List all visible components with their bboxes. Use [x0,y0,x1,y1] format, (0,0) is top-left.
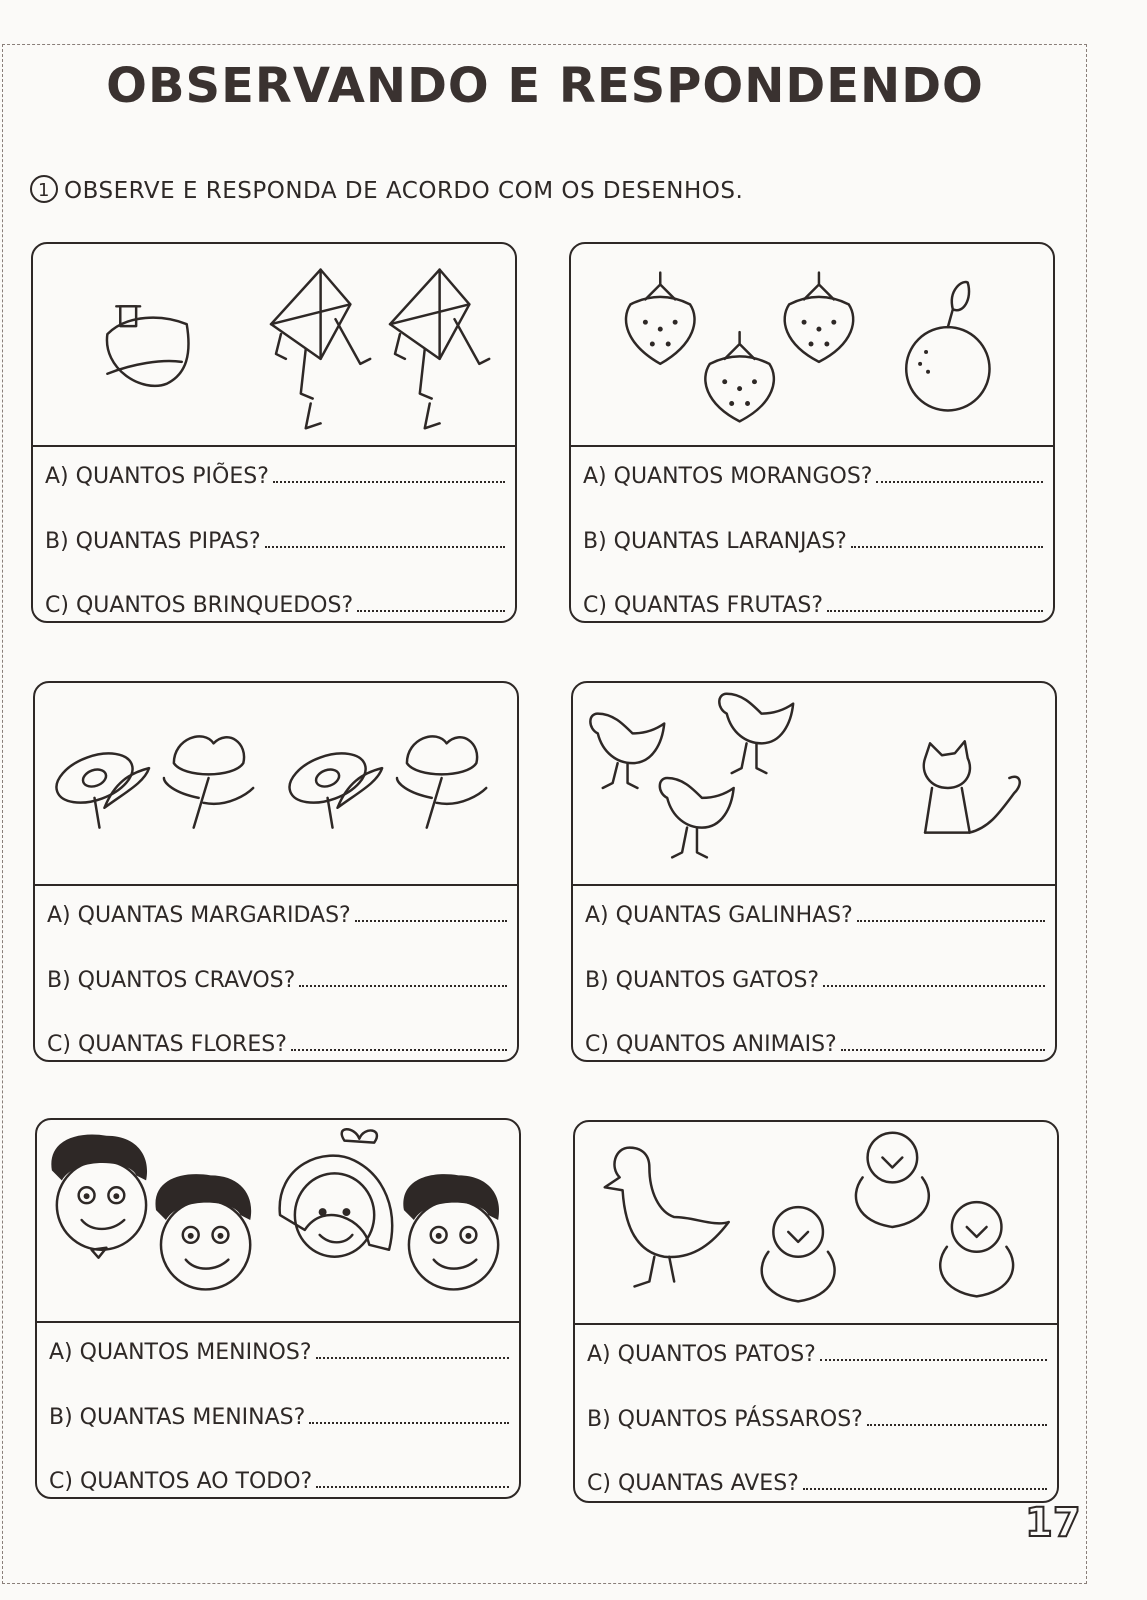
question-label: B) QUANTAS PIPAS? [45,529,261,554]
box-divider [37,1321,519,1323]
question-row [585,1027,1045,1057]
answer-line[interactable] [823,985,1045,987]
page-number: 17 [1025,1500,1081,1546]
answer-line[interactable] [291,1049,507,1051]
cat-icon [924,741,1020,832]
answer-line[interactable] [357,610,505,612]
question-row [583,524,1043,554]
orange-icon [906,282,989,410]
birds-illustration [575,1122,1057,1323]
answer-line[interactable] [316,1357,509,1359]
chick-icon [856,1133,929,1227]
exercise-box-children [35,1118,521,1499]
question-label: C) QUANTAS AVES? [587,1471,799,1496]
question-label: A) QUANTAS MARGARIDAS? [47,903,351,928]
question-row [49,1400,509,1430]
question-row [47,898,507,928]
question-row [587,1402,1047,1432]
kite-icon [271,270,370,429]
answer-line[interactable] [355,920,507,922]
animals-illustration [573,683,1055,884]
question-label: A) QUANTOS MORANGOS? [583,464,873,489]
strawberry-icon [705,332,774,421]
question-label: A) QUANTOS PIÕES? [45,464,269,489]
question-row [47,1027,507,1057]
answer-line[interactable] [876,481,1043,483]
question-row [45,459,505,489]
exercise-box-flowers [33,681,519,1062]
daisy-icon [283,744,382,828]
question-row [49,1335,509,1365]
hen-icon [590,714,664,788]
question-label: A) QUANTOS MENINOS? [49,1340,312,1365]
instruction-number: 1 [30,175,58,203]
box-divider [573,884,1055,886]
question-label: C) QUANTOS AO TODO? [49,1469,313,1494]
boy-face-icon [155,1174,251,1289]
hen-icon [719,694,793,773]
hen-icon [660,778,734,857]
answer-line[interactable] [316,1486,509,1488]
question-row [583,588,1043,618]
exercise-box-animals [571,681,1057,1062]
answer-line[interactable] [309,1422,509,1424]
toys-illustration [33,244,515,445]
boy-face-icon [403,1174,499,1289]
question-row [585,963,1045,993]
answer-line[interactable] [867,1424,1047,1426]
chick-icon [940,1202,1013,1296]
girl-face-icon [280,1129,392,1256]
page-title: OBSERVANDO E RESPONDENDO [106,58,984,114]
question-row [45,588,505,618]
fruits-illustration [571,244,1053,445]
answer-line[interactable] [803,1488,1047,1490]
answer-line[interactable] [857,920,1045,922]
question-label: C) QUANTOS ANIMAIS? [585,1032,837,1057]
instruction [30,175,743,204]
answer-line[interactable] [299,985,507,987]
spinning-top-icon [107,306,189,386]
question-row [585,898,1045,928]
answer-line[interactable] [265,546,505,548]
question-row [587,1337,1047,1367]
flowers-illustration [35,683,517,884]
box-divider [571,445,1053,447]
carnation-icon [397,736,486,827]
daisy-icon [50,744,149,828]
answer-line[interactable] [827,610,1043,612]
question-row [587,1466,1047,1496]
answer-line[interactable] [273,481,505,483]
box-divider [35,884,517,886]
box-divider [33,445,515,447]
question-label: A) QUANTOS PATOS? [587,1342,816,1367]
question-label: B) QUANTOS GATOS? [585,968,820,993]
question-row [583,459,1043,489]
question-row [49,1464,509,1494]
chick-icon [762,1207,835,1301]
exercise-box-fruits [569,242,1055,623]
box-divider [575,1323,1057,1325]
instruction-text: OBSERVE E RESPONDA DE ACORDO COM OS DESENHOS. [64,178,744,204]
question-label: A) QUANTAS GALINHAS? [585,903,853,928]
answer-line[interactable] [851,546,1043,548]
question-label: B) QUANTOS CRAVOS? [47,968,296,993]
answer-line[interactable] [841,1049,1045,1051]
question-label: B) QUANTAS MENINAS? [49,1405,306,1430]
question-label: B) QUANTAS LARANJAS? [583,529,847,554]
question-label: B) QUANTOS PÁSSAROS? [587,1407,863,1432]
answer-line[interactable] [820,1359,1047,1361]
exercise-box-toys [31,242,517,623]
kite-icon [390,270,489,429]
carnation-icon [164,736,253,827]
question-label: C) QUANTOS BRINQUEDOS? [45,593,354,618]
strawberry-icon [626,273,695,364]
strawberry-icon [785,273,854,362]
duck-icon [605,1148,729,1287]
exercise-box-birds [573,1120,1059,1503]
question-row [47,963,507,993]
question-label: C) QUANTAS FRUTAS? [583,593,824,618]
boy-face-icon [51,1134,147,1257]
question-label: C) QUANTAS FLORES? [47,1032,287,1057]
question-row [45,524,505,554]
children-illustration [37,1120,519,1321]
